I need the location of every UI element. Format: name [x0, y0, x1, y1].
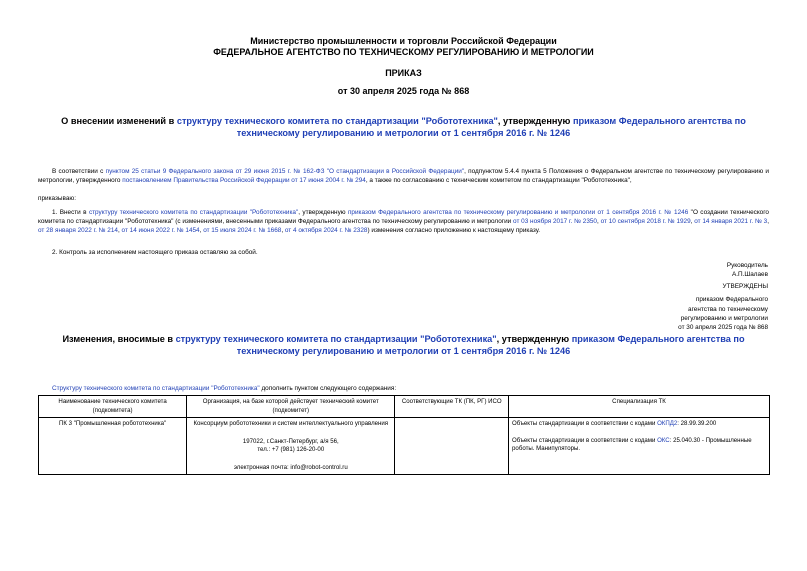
link-okpd2[interactable]: ОКПД2 — [657, 420, 678, 427]
text-fragment: , — [767, 218, 769, 225]
column-header: Организация, на базе которой действует технический комитет (подкомитет) — [187, 396, 395, 418]
signer-role: Руководитель — [726, 262, 768, 269]
agency-name: ФЕДЕРАЛЬНОЕ АГЕНТСТВО ПО ТЕХНИЧЕСКОМУ РЕГУЛИРОВАНИЮ И МЕТРОЛОГИИ — [213, 47, 594, 57]
title-link-structure[interactable]: структуру технического комитета по стандартизации "Робототехника" — [176, 116, 498, 126]
text-fragment: , — [690, 218, 695, 225]
table-header-row — [39, 396, 770, 418]
title-middle: , утвержденную — [497, 116, 573, 126]
signer-name: А.П.Шалаев — [731, 271, 768, 278]
intro-link-structure[interactable]: Структуру технического комитета по стандартизации "Робототехника" — [52, 385, 260, 392]
appendix-intro — [52, 385, 396, 392]
text-fragment: В соответствии с — [52, 168, 106, 175]
iso-cell — [395, 418, 509, 475]
approval-heading: УТВЕРЖДЕНЫ — [722, 283, 768, 290]
text-fragment: , подпунктом 5.4.4 пункта 5 Положения о Федеральном агентстве по техническому регулированию и метрологии, утвержденного — [38, 168, 769, 184]
text-fragment: Объекты стандартизации в соответствии с кодами — [512, 420, 658, 427]
text-fragment: , а также по согласованию с техническим комитетом по стандартизации "Робототехника", — [365, 177, 632, 184]
appendix-link-structure[interactable]: структуру технического комитета по стандартизации "Робототехника" — [175, 334, 497, 344]
organization-phone: тел.: +7 (981) 126-20-00 — [257, 446, 325, 453]
approval-line: регулированию и метрологии — [680, 315, 768, 322]
paragraph-item-2: 2. Контроль за исполнением настоящего приказа оставляю за собой. — [52, 249, 258, 256]
text-fragment: ) изменения согласно приложению к настоящему приказу. — [367, 227, 541, 234]
approval-date: от 30 апреля 2025 года № 868 — [678, 324, 768, 331]
approval-line: агентства по техническому — [688, 306, 768, 313]
specialization-okpd2 — [512, 420, 766, 429]
title-middle: , утвержденную — [496, 334, 572, 344]
text-fragment: , — [597, 218, 601, 225]
paragraph-item-1 — [38, 208, 769, 235]
ministry-name: Министерство промышленности и торговли Российской Федерации — [250, 36, 557, 46]
appendix-title — [30, 333, 777, 357]
column-header: Соответствующие ТК (ПК, РГ) ИСО — [395, 396, 509, 418]
link-amendment-2017[interactable]: от 03 ноября 2017 г. № 2350 — [513, 218, 597, 225]
link-amendment-2021[interactable]: от 14 января 2021 г. № 3 — [694, 218, 768, 225]
text-fragment: дополнить пунктом следующего содержания: — [259, 385, 397, 392]
organization-name: Консорциум робототехники и систем интеллектуального управления — [193, 420, 389, 427]
organization-email: электронная почта: info@robot-control.ru — [233, 463, 348, 471]
approval-line: приказом Федерального — [695, 296, 768, 303]
column-header: Наименование технического комитета (подкомитета) — [39, 396, 187, 418]
paragraph-basis — [38, 167, 769, 185]
document-type: ПРИКАЗ — [385, 68, 422, 78]
specialization-cell — [509, 418, 770, 475]
organization-cell — [187, 418, 395, 475]
link-amendment-2024-jul[interactable]: от 15 июля 2024 г. № 1668 — [203, 227, 282, 234]
link-federal-law[interactable]: пунктом 25 статьи 9 Федерального закона от 29 июня 2015 г. № 162-ФЗ "О стандартизации в Российской Федерации" — [105, 168, 465, 175]
link-order-1246[interactable]: приказом Федерального агентства по техническому регулированию и метрологии от 1 сентября 2016 г. № 1246 — [347, 209, 689, 216]
appendix-link-order[interactable]: приказом Федерального агентства по техническому регулированию и метрологии от 1 сентября 2016 г. № 1246 — [236, 334, 745, 356]
link-government-decree[interactable]: постановлением Правительства Российской Федерации от 17 июня 2004 г. № 294 — [122, 177, 366, 184]
link-amendment-2018[interactable]: от 10 сентября 2018 г. № 1929 — [600, 218, 691, 225]
link-amendment-2022-jun[interactable]: от 14 июня 2022 г. № 1454 — [121, 227, 200, 234]
text-fragment: Объекты стандартизации в соответствии с кодами — [512, 436, 658, 444]
title-link-order[interactable]: приказом Федерального агентства по техническому регулированию и метрологии от 1 сентября 2016 г. № 1246 — [236, 116, 746, 138]
text-fragment: "О создании технического комитета по стандартизации "Робототехника" (с изменениями, внесенными приказами Федерального агентства по техническому регулированию и метрологии — [38, 209, 769, 225]
title-prefix: О внесении изменений в — [61, 116, 177, 126]
table-row — [39, 418, 770, 475]
text-fragment: , — [199, 227, 204, 234]
link-amendment-2024-oct[interactable]: от 4 октября 2024 г. № 2328 — [284, 227, 368, 234]
column-header: Специализация ТК — [509, 396, 770, 418]
text-fragment: 1. Внести в — [52, 209, 89, 216]
text-fragment: : 25.040.30 - Промышленные роботы. Манипуляторы. — [512, 436, 752, 452]
text-fragment: , — [117, 227, 122, 234]
specialization-oks — [512, 437, 766, 454]
text-fragment: : 28.99.39.200 — [677, 420, 717, 427]
document-title — [30, 115, 777, 139]
committee-name-cell: ПК 3 "Промышленная робототехника" — [39, 418, 187, 475]
title-prefix: Изменения, вносимые в — [62, 334, 176, 344]
text-fragment: , — [281, 227, 285, 234]
link-oks[interactable]: ОКС — [657, 436, 670, 444]
text-fragment: , утвержденную — [298, 209, 348, 216]
paragraph-order-word: приказываю: — [38, 195, 76, 202]
committee-table — [38, 395, 770, 475]
link-structure[interactable]: структуру технического комитета по стандартизации "Робототехника" — [88, 209, 299, 216]
organization-address: 197022, г.Санкт-Петербург, а/я 56, — [242, 437, 339, 445]
document-date: от 30 апреля 2025 года № 868 — [337, 86, 470, 96]
link-amendment-2022-jan[interactable]: от 28 января 2022 г. № 214 — [38, 227, 118, 234]
